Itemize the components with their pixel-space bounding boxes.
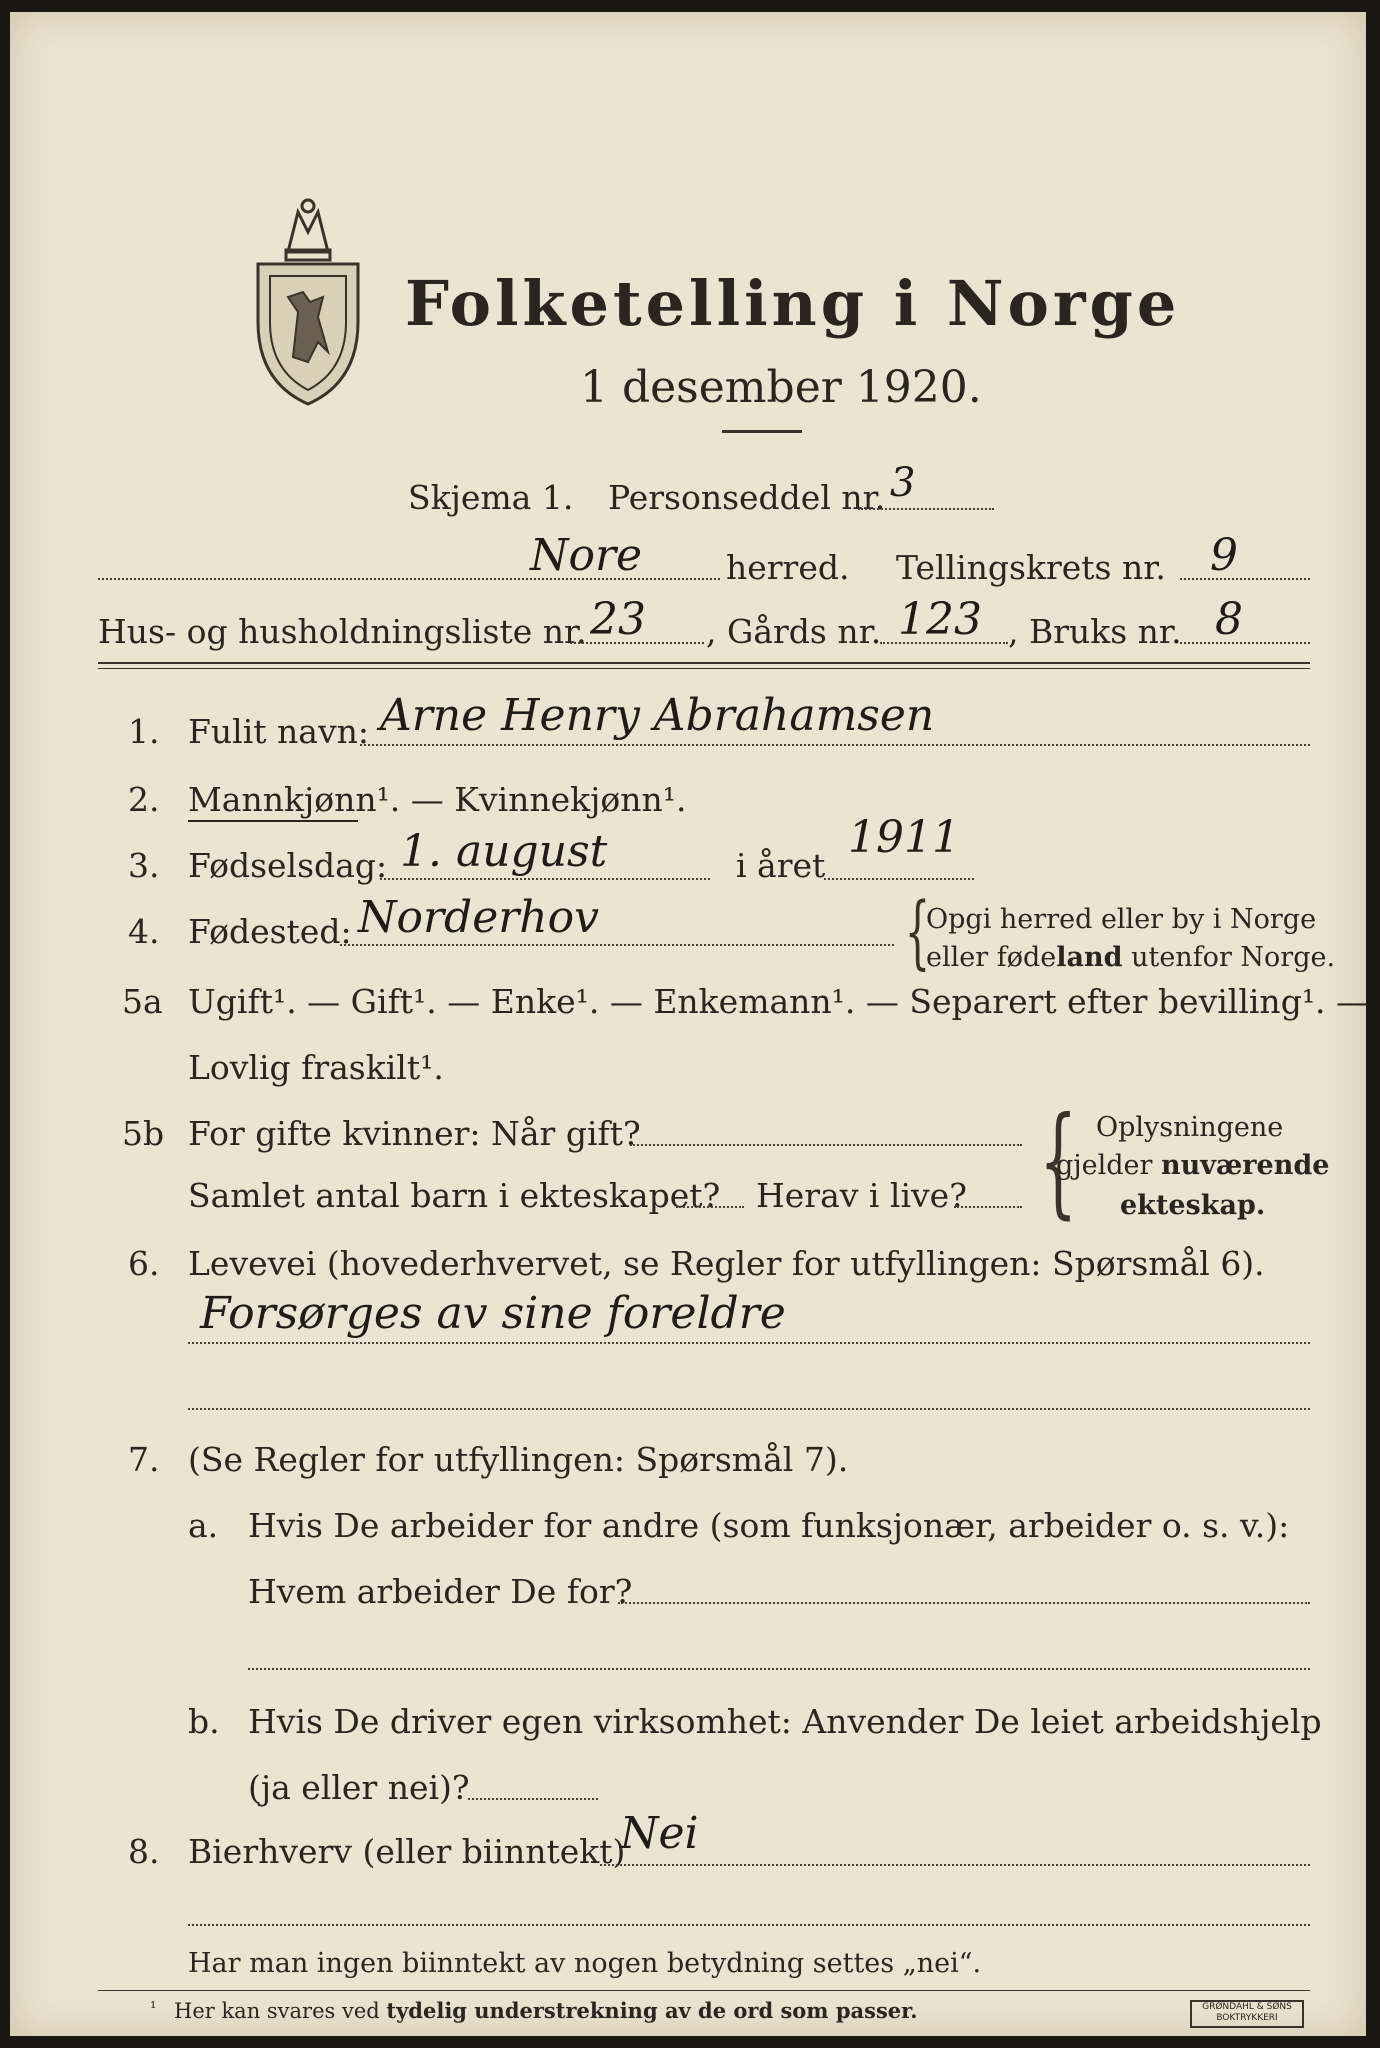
q6-number: 6. xyxy=(128,1244,160,1283)
q5a-label-2: Lovlig fraskilt¹. xyxy=(188,1048,444,1087)
q3-year-dotline xyxy=(824,878,974,880)
personseddel-label: Personseddel nr. xyxy=(608,478,886,517)
norway-coat-of-arms-icon xyxy=(248,192,368,412)
footnote-text-b: tydelig understrekning av de ord som passer. xyxy=(386,1998,918,2023)
q6-dotline-1 xyxy=(188,1342,1310,1344)
q3-year-value: 1911 xyxy=(848,812,960,863)
q7-label: (Se Regler for utfyllingen: Spørsmål 7). xyxy=(188,1440,849,1479)
bruks-label: , Bruks nr. xyxy=(1008,612,1182,651)
q6-label: Levevei (hovederhvervet, se Regler for utfyllingen: Spørsmål 6). xyxy=(188,1244,1265,1283)
q8-note: Har man ingen biinntekt av nogen betydning settes „nei“. xyxy=(188,1948,982,1979)
q4-value: Norderhov xyxy=(358,892,599,943)
q7a-dotline-2 xyxy=(248,1668,1310,1670)
bruks-value: 8 xyxy=(1215,594,1243,645)
q1-dotline xyxy=(360,744,1310,746)
q7b-label: Hvis De driver egen virksomhet: Anvender De leiet arbeidshjelp xyxy=(248,1702,1322,1741)
personseddel-value: 3 xyxy=(890,460,916,506)
tellingskrets-label: Tellingskrets nr. xyxy=(896,548,1166,587)
husliste-label: Hus- og husholdningsliste nr. xyxy=(98,612,587,651)
husliste-value: 23 xyxy=(590,594,646,645)
printer-stamp-line2: BOKTRYKKERI xyxy=(1216,2013,1278,2023)
census-form-sheet xyxy=(10,12,1370,2036)
q2-underline-mannkjonn xyxy=(188,820,358,822)
footnote-mark: ¹ xyxy=(150,1998,157,2017)
q3-year-label: i året xyxy=(736,846,826,885)
q4-note-line2 xyxy=(926,942,1335,973)
herred-value: Nore xyxy=(530,530,643,581)
q4-label: Fødested: xyxy=(188,912,352,951)
printer-stamp-line1: GRØNDAHL & SØNS xyxy=(1202,2002,1292,2012)
q8-value: Nei xyxy=(620,1808,699,1859)
q1-value: Arne Henry Abrahamsen xyxy=(380,690,935,741)
census-date: 1 desember 1920. xyxy=(580,362,982,413)
q5a-number: 5a xyxy=(122,982,163,1021)
q5b-note-line2 xyxy=(1056,1150,1329,1181)
q2-label: Mannkjønn¹. — Kvinnekjønn¹. xyxy=(188,780,687,819)
q5b-label-3: Herav i live? xyxy=(756,1176,967,1215)
q4-note-line2b: land xyxy=(1056,942,1123,973)
title-divider xyxy=(722,430,802,433)
q5b-label-2: Samlet antal barn i ekteskapet? xyxy=(188,1176,721,1215)
q7a-label: Hvis De arbeider for andre (som funksjonær, arbeider o. s. v.): xyxy=(248,1506,1290,1545)
q7a-letter: a. xyxy=(188,1506,219,1545)
q5b-note-brace: { xyxy=(1039,1092,1078,1231)
q5a-label: Ugift¹. — Gift¹. — Enke¹. — Enkemann¹. — Separert efter bevilling¹. — xyxy=(188,982,1370,1021)
gards-value: 123 xyxy=(898,594,982,645)
q5b-dotline-1 xyxy=(630,1144,1022,1146)
q5b-label: For gifte kvinner: Når gift? xyxy=(188,1114,641,1153)
form-title: Folketelling i Norge xyxy=(405,267,1181,340)
q8-dotline-2 xyxy=(188,1924,1310,1926)
q5b-note-line2b: nuværende xyxy=(1161,1150,1330,1181)
q5b-number: 5b xyxy=(122,1114,165,1153)
bruks-dotline xyxy=(1180,642,1310,644)
q3-number: 3. xyxy=(128,846,160,885)
footnote-rule xyxy=(98,1990,1310,1991)
q7b-dotline xyxy=(468,1798,598,1800)
q4-note-line2a: eller føde xyxy=(926,942,1057,973)
header-rule-1 xyxy=(98,662,1310,664)
q5b-dotline-2 xyxy=(676,1206,744,1208)
q5b-note-line3: ekteskap. xyxy=(1120,1190,1266,1221)
header-rule-2 xyxy=(98,668,1310,669)
schema-label: Skjema 1. xyxy=(408,478,574,517)
q4-note-brace: { xyxy=(904,885,931,978)
personseddel-dotline xyxy=(858,508,994,510)
printer-stamp xyxy=(1190,2000,1304,2028)
q3-value: 1. august xyxy=(400,826,608,877)
q3-dotline xyxy=(380,878,710,880)
tellingskrets-dotline xyxy=(1180,578,1310,580)
q6-value: Forsørges av sine foreldre xyxy=(200,1288,786,1339)
gards-label: , Gårds nr. xyxy=(706,612,882,651)
q4-note-line2c: utenfor Norge. xyxy=(1122,942,1336,973)
q7b-label-2: (ja eller nei)? xyxy=(248,1768,470,1807)
q8-label: Bierhverv (eller biinntekt) xyxy=(188,1832,626,1871)
q4-number: 4. xyxy=(128,912,160,951)
q5b-note-line1: Oplysningene xyxy=(1096,1112,1284,1143)
q4-dotline xyxy=(340,944,894,946)
q1-number: 1. xyxy=(128,712,160,751)
q1-label: Fulit navn: xyxy=(188,712,369,751)
q5b-dotline-3 xyxy=(954,1206,1022,1208)
q4-note-line1: Opgi herred eller by i Norge xyxy=(926,904,1317,935)
q7-number: 7. xyxy=(128,1440,160,1479)
q5b-note-line2a: gjelder xyxy=(1056,1150,1162,1181)
q8-number: 8. xyxy=(128,1832,160,1871)
q7a-label-2: Hvem arbeider De for? xyxy=(248,1572,633,1611)
footnote-text xyxy=(174,1998,918,2023)
q8-dotline-1 xyxy=(600,1864,1310,1866)
q7b-letter: b. xyxy=(188,1702,220,1741)
q7a-dotline-1 xyxy=(618,1602,1310,1604)
herred-label: herred. xyxy=(726,548,850,587)
q2-number: 2. xyxy=(128,780,160,819)
tellingskrets-value: 9 xyxy=(1210,530,1238,581)
q3-label: Fødselsdag: xyxy=(188,846,388,885)
q6-dotline-2 xyxy=(188,1408,1310,1410)
footnote-text-a: Her kan svares ved xyxy=(174,1999,387,2023)
